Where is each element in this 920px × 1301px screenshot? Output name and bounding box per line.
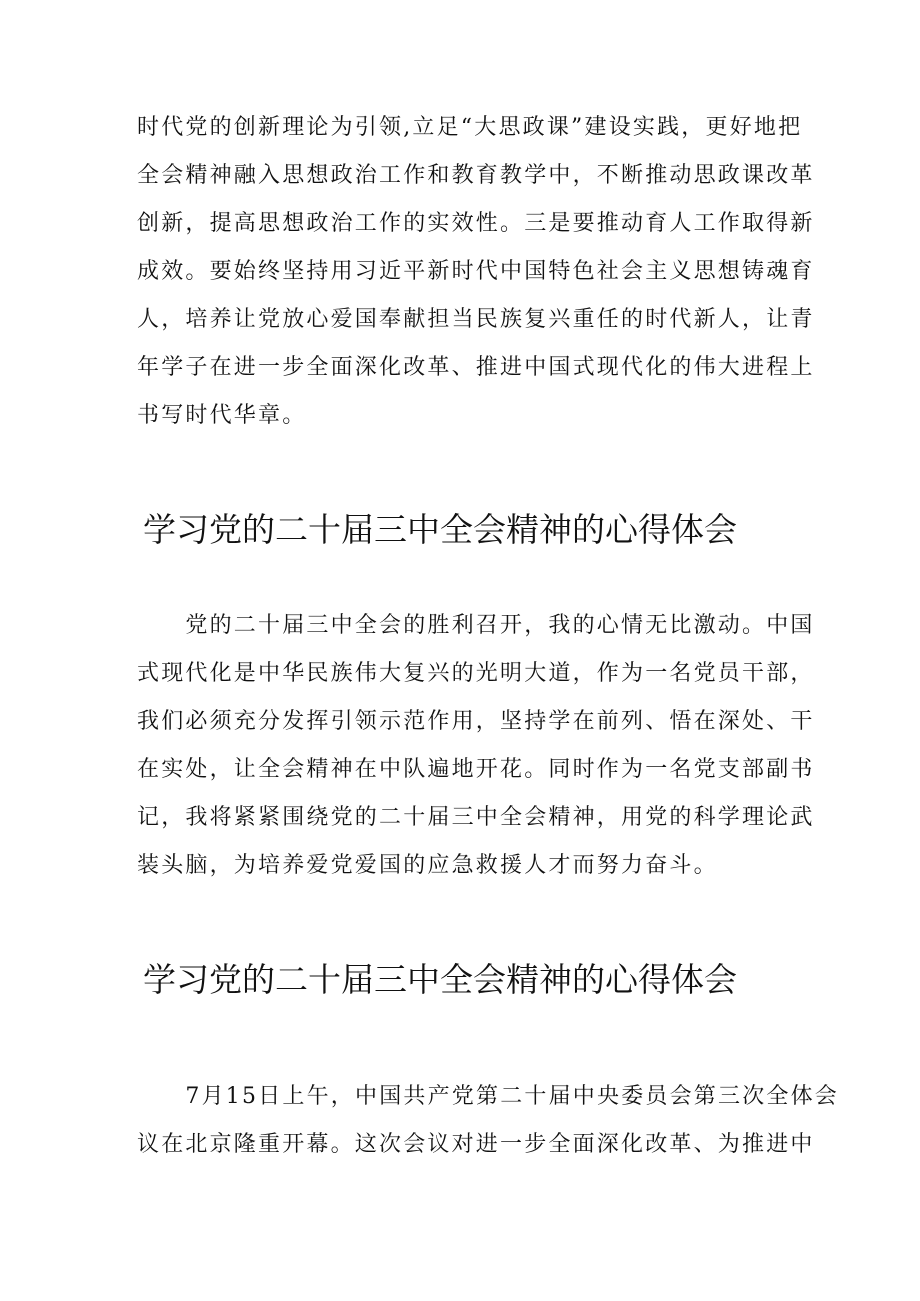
text-line: 人，培养让党放心爱国奉献担当民族复兴重任的时代新人，让青 bbox=[137, 307, 815, 332]
text-line: 书写时代华章。 bbox=[137, 403, 307, 428]
text-line: 在实处，让全会精神在中队遍地开花。同时作为一名党支部副书 bbox=[137, 757, 815, 782]
paragraph-continued bbox=[137, 104, 815, 440]
text-line: 全会精神融入思想政治工作和教育教学中，不断推动思政课改革 bbox=[137, 163, 815, 188]
text-line: 成效。要始终坚持用习近平新时代中国特色社会主义思想铸魂育 bbox=[137, 259, 815, 284]
text-line: 式现代化是中华民族伟大复兴的光明大道，作为一名党员干部， bbox=[137, 661, 815, 686]
text-line: 党的二十届三中全会的胜利召开，我的心情无比激动。中国 bbox=[137, 613, 815, 638]
text-line: 年学子在进一步全面深化改革、推进中国式现代化的伟大进程上 bbox=[137, 355, 815, 380]
paragraph bbox=[137, 1073, 839, 1169]
section-heading: 学习党的二十届三中全会精神的心得体会 bbox=[143, 510, 737, 549]
text-line: 记，我将紧紧围绕党的二十届三中全会精神，用党的科学理论武 bbox=[137, 805, 815, 830]
text-line: 装头脑，为培养爱党爱国的应急救援人才而努力奋斗。 bbox=[137, 853, 718, 878]
text-line: 议在北京隆重开幕。这次会议对进一步全面深化改革、为推进中 bbox=[137, 1132, 815, 1157]
text-line: 创新，提高思想政治工作的实效性。三是要推动育人工作取得新 bbox=[137, 211, 815, 236]
paragraph bbox=[137, 602, 815, 890]
text-line: 我们必须充分发挥引领示范作用，坚持学在前列、悟在深处、干 bbox=[137, 709, 815, 734]
section-heading: 学习党的二十届三中全会精神的心得体会 bbox=[143, 960, 737, 999]
text-line: 时代党的创新理论为引领,立足“大思政课”建设实践，更好地把 bbox=[137, 115, 803, 140]
text-line: 7月15日上午，中国共产党第二十届中央委员会第三次全体会 bbox=[137, 1084, 839, 1109]
